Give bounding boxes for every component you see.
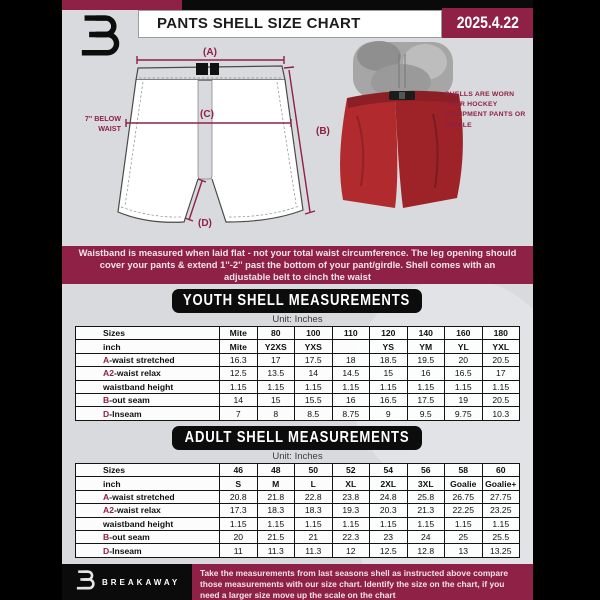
value-cell: 19 xyxy=(445,393,483,406)
pants-outline xyxy=(118,63,303,222)
row-label: waistband height xyxy=(76,380,220,393)
value-cell: 1.15 xyxy=(370,380,408,393)
row-label: A2-waist relax xyxy=(76,367,220,380)
value-cell: 11.3 xyxy=(257,544,295,557)
value-cell: 25.5 xyxy=(482,530,520,543)
row-label: inch xyxy=(76,340,220,353)
value-cell: 46 xyxy=(220,464,258,477)
table-row xyxy=(76,530,520,543)
value-cell: YXS xyxy=(295,340,333,353)
value-cell: 22.25 xyxy=(445,504,483,517)
value-cell: 20 xyxy=(445,353,483,366)
value-cell: 16.5 xyxy=(370,393,408,406)
value-cell: 1.15 xyxy=(295,517,333,530)
value-cell: 52 xyxy=(332,464,370,477)
value-cell: 60 xyxy=(482,464,520,477)
row-label: Sizes xyxy=(76,327,220,340)
value-cell: 20.5 xyxy=(482,353,520,366)
youth-measurements-table xyxy=(75,326,520,421)
value-cell: L xyxy=(295,477,333,490)
value-cell: 25 xyxy=(445,530,483,543)
table-row xyxy=(76,353,520,366)
value-cell: 27.75 xyxy=(482,490,520,503)
value-cell: 12.5 xyxy=(370,544,408,557)
label-d: (D) xyxy=(198,218,212,229)
row-label: A-waist stretched xyxy=(76,490,220,503)
shell-note: SHELLS ARE WORN OVER HOCKEY EQUIPMENT PANTS OR GIRDLE xyxy=(445,91,526,129)
value-cell: 24 xyxy=(407,530,445,543)
date-text: 2025.4.22 xyxy=(456,13,519,32)
value-cell: 1.15 xyxy=(482,380,520,393)
shell-photo xyxy=(337,36,469,232)
value-cell: 1.15 xyxy=(220,517,258,530)
footer-brand-block xyxy=(62,564,192,600)
top-maroon-strip xyxy=(62,0,182,10)
value-cell: 15.5 xyxy=(295,393,333,406)
adult-table-wrap xyxy=(75,463,520,558)
value-cell: 16 xyxy=(332,393,370,406)
table-row xyxy=(76,490,520,503)
info-banner xyxy=(62,246,533,284)
value-cell: 15 xyxy=(370,367,408,380)
table-row xyxy=(76,367,520,380)
row-label: waistband height xyxy=(76,517,220,530)
value-cell: 20.3 xyxy=(370,504,408,517)
value-cell: 11 xyxy=(220,544,258,557)
table-row xyxy=(76,544,520,557)
table-row xyxy=(76,327,520,340)
value-cell: 20 xyxy=(220,530,258,543)
youth-heading-text: YOUTH SHELL MEASUREMENTS xyxy=(183,292,411,309)
value-cell: 24.8 xyxy=(370,490,408,503)
waist-note-line1: 7'' BELOW xyxy=(84,114,121,123)
value-cell: 18.3 xyxy=(295,504,333,517)
row-label: D-Inseam xyxy=(76,407,220,420)
value-cell: 54 xyxy=(370,464,408,477)
value-cell: Goalie xyxy=(445,477,483,490)
document-page xyxy=(62,0,533,600)
value-cell: 1.15 xyxy=(482,517,520,530)
value-cell: 80 xyxy=(257,327,295,340)
value-cell: 10.3 xyxy=(482,407,520,420)
value-cell: 17 xyxy=(257,353,295,366)
footer-note-block xyxy=(192,564,533,600)
value-cell: 22.8 xyxy=(295,490,333,503)
value-cell: Mite xyxy=(220,340,258,353)
value-cell: 26.75 xyxy=(445,490,483,503)
value-cell: 1.15 xyxy=(407,517,445,530)
value-cell: 12 xyxy=(332,544,370,557)
row-label: inch xyxy=(76,477,220,490)
value-cell: Goalie+ xyxy=(482,477,520,490)
value-cell: 12.5 xyxy=(220,367,258,380)
waist-note-line2: WAIST xyxy=(98,124,121,133)
date-badge xyxy=(442,8,533,38)
value-cell: 1.15 xyxy=(332,380,370,393)
breakaway-b-logo-icon xyxy=(80,11,122,63)
value-cell: 120 xyxy=(370,327,408,340)
value-cell: 14.5 xyxy=(332,367,370,380)
value-cell: Mite xyxy=(220,327,258,340)
adult-measurements-table xyxy=(75,463,520,558)
value-cell: 22.3 xyxy=(332,530,370,543)
youth-unit-label: Unit: Inches xyxy=(272,314,323,325)
row-label: A-waist stretched xyxy=(76,353,220,366)
value-cell: 1.15 xyxy=(220,380,258,393)
value-cell: 23 xyxy=(370,530,408,543)
value-cell: 13 xyxy=(445,544,483,557)
value-cell: 110 xyxy=(332,327,370,340)
adult-unit-label: Unit: Inches xyxy=(272,451,323,462)
youth-table-wrap xyxy=(75,326,520,421)
breakaway-b-logo-icon xyxy=(76,568,96,596)
row-label: B-out seam xyxy=(76,393,220,406)
value-cell: S xyxy=(220,477,258,490)
value-cell: 23.25 xyxy=(482,504,520,517)
value-cell: 21.8 xyxy=(257,490,295,503)
label-c: (C) xyxy=(200,109,214,120)
value-cell: 14 xyxy=(220,393,258,406)
value-cell: 18.5 xyxy=(370,353,408,366)
value-cell: 50 xyxy=(295,464,333,477)
value-cell: 1.15 xyxy=(445,517,483,530)
table-row xyxy=(76,477,520,490)
value-cell: 18 xyxy=(332,353,370,366)
value-cell: 100 xyxy=(295,327,333,340)
value-cell: 9 xyxy=(370,407,408,420)
value-cell: 18.3 xyxy=(257,504,295,517)
pants-measurement-diagram xyxy=(77,46,332,236)
table-row xyxy=(76,340,520,353)
value-cell: 8 xyxy=(257,407,295,420)
table-row xyxy=(76,380,520,393)
value-cell: 16 xyxy=(407,367,445,380)
value-cell: 8.75 xyxy=(332,407,370,420)
table-row xyxy=(76,517,520,530)
value-cell: 23.8 xyxy=(332,490,370,503)
value-cell: 9.75 xyxy=(445,407,483,420)
page-title: PANTS SHELL SIZE CHART xyxy=(138,10,442,38)
value-cell: 8.5 xyxy=(295,407,333,420)
value-cell: 3XL xyxy=(407,477,445,490)
value-cell: Y2XS xyxy=(257,340,295,353)
value-cell: YL xyxy=(445,340,483,353)
value-cell: 17.3 xyxy=(220,504,258,517)
value-cell: M xyxy=(257,477,295,490)
row-label: A2-waist relax xyxy=(76,504,220,517)
value-cell: 58 xyxy=(445,464,483,477)
value-cell: 17.5 xyxy=(295,353,333,366)
value-cell: YXL xyxy=(482,340,520,353)
value-cell: 16.5 xyxy=(445,367,483,380)
footer-note: Take the measurements from last seasons shell as instructed above compare those measurements with our size chart. Identify the size on the chart, if you need a larger size move up the scale on the chart xyxy=(200,568,508,600)
value-cell: 19.5 xyxy=(407,353,445,366)
value-cell: YS xyxy=(370,340,408,353)
value-cell: 1.15 xyxy=(407,380,445,393)
value-cell: 15 xyxy=(257,393,295,406)
value-cell: 140 xyxy=(407,327,445,340)
value-cell: 16.3 xyxy=(220,353,258,366)
value-cell: XL xyxy=(332,477,370,490)
value-cell: 25.8 xyxy=(407,490,445,503)
row-label: Sizes xyxy=(76,464,220,477)
value-cell: 56 xyxy=(407,464,445,477)
youth-section-heading xyxy=(172,289,422,313)
value-cell: 19.3 xyxy=(332,504,370,517)
table-row xyxy=(76,464,520,477)
value-cell: 17.5 xyxy=(407,393,445,406)
brand-name: BREAKAWAY xyxy=(102,577,181,587)
value-cell: 12.8 xyxy=(407,544,445,557)
value-cell: 1.15 xyxy=(445,380,483,393)
table-row xyxy=(76,504,520,517)
adult-heading-text: ADULT SHELL MEASUREMENTS xyxy=(184,429,410,446)
value-cell xyxy=(332,340,370,353)
value-cell: 180 xyxy=(482,327,520,340)
value-cell: 17 xyxy=(482,367,520,380)
value-cell: 21.5 xyxy=(257,530,295,543)
label-b: (B) xyxy=(316,126,330,137)
value-cell: 11.3 xyxy=(295,544,333,557)
value-cell: 1.15 xyxy=(370,517,408,530)
value-cell: 1.15 xyxy=(295,380,333,393)
value-cell: 160 xyxy=(445,327,483,340)
value-cell: 21 xyxy=(295,530,333,543)
adult-section-heading xyxy=(172,426,422,450)
value-cell: 2XL xyxy=(370,477,408,490)
row-label: B-out seam xyxy=(76,530,220,543)
info-banner-text: Waistband is measured when laid flat - not your total waist circumference. The leg opening should cover your pants & extend 1''-2'' past the bottom of your pant/girdle. Shell comes with an adjustable belt to cinch the waist xyxy=(78,246,517,283)
value-cell: 9.5 xyxy=(407,407,445,420)
value-cell: 1.15 xyxy=(257,517,295,530)
row-label: D-Inseam xyxy=(76,544,220,557)
value-cell: 7 xyxy=(220,407,258,420)
value-cell: 13.25 xyxy=(482,544,520,557)
table-row xyxy=(76,393,520,406)
value-cell: 21.3 xyxy=(407,504,445,517)
value-cell: 20.8 xyxy=(220,490,258,503)
value-cell: YM xyxy=(407,340,445,353)
value-cell: 14 xyxy=(295,367,333,380)
value-cell: 20.5 xyxy=(482,393,520,406)
value-cell: 48 xyxy=(257,464,295,477)
value-cell: 13.5 xyxy=(257,367,295,380)
value-cell: 1.15 xyxy=(332,517,370,530)
label-a: (A) xyxy=(203,47,217,58)
table-row xyxy=(76,407,520,420)
value-cell: 1.15 xyxy=(257,380,295,393)
